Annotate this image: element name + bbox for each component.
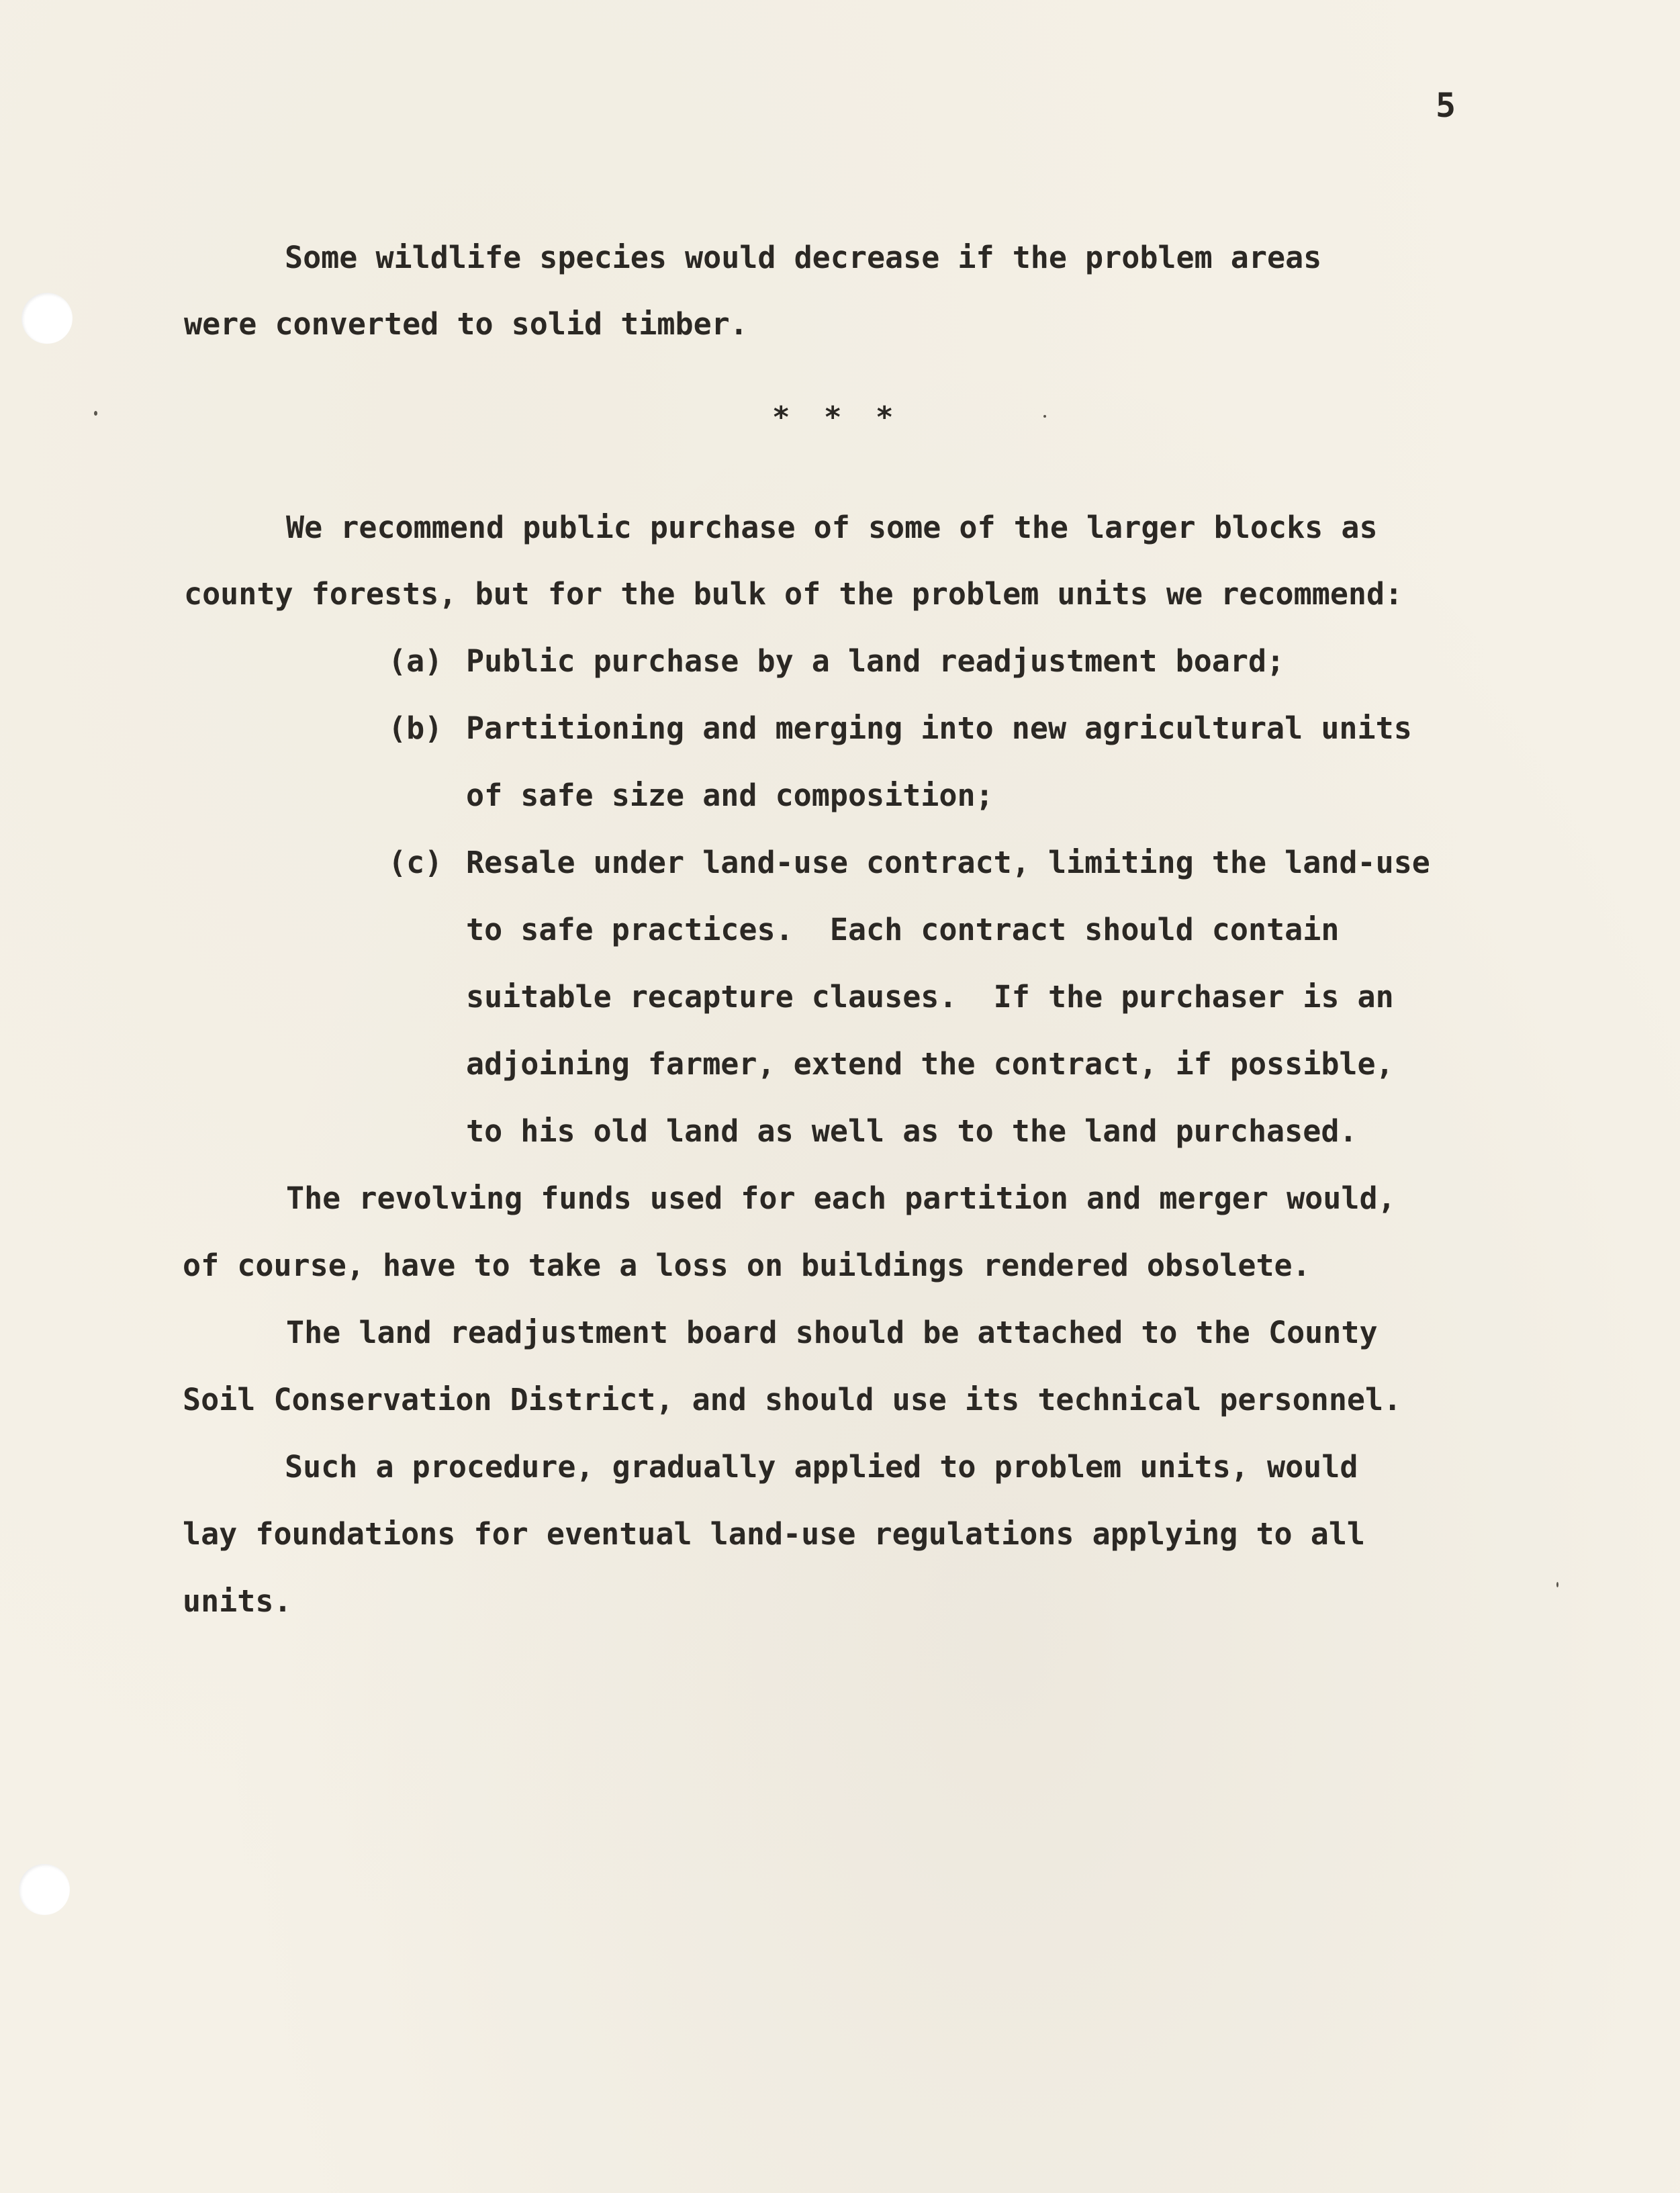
list-item-c-line-3: suitable recapture clauses. If the purchaser is an: [466, 979, 1394, 1015]
paper-speck: [1556, 1582, 1558, 1587]
paragraph-2-line-1: We recommend public purchase of some of the larger blocks as: [286, 510, 1378, 545]
list-item-a-line-1: Public purchase by a land readjustment board;: [466, 643, 1285, 679]
list-item-c-line-4: adjoining farmer, extend the contract, if possible,: [466, 1046, 1394, 1082]
list-marker-b: (b): [388, 710, 443, 746]
paragraph-1-line-1: Some wildlife species would decrease if the problem areas: [285, 240, 1322, 275]
list-item-c-line-2: to safe practices. Each contract should contain: [466, 912, 1340, 947]
list-marker-c: (c): [388, 845, 443, 880]
section-divider: * * *: [772, 400, 902, 434]
paragraph-2-line-2: county forests, but for the bulk of the problem units we recommend:: [184, 576, 1403, 612]
paragraph-4-line-2: Soil Conservation District, and should use its technical personnel.: [183, 1382, 1402, 1417]
list-marker-a: (a): [388, 643, 443, 679]
list-item-c-line-5: to his old land as well as to the land purchased.: [466, 1113, 1358, 1149]
punch-hole-bottom: [19, 1864, 70, 1915]
paragraph-3-line-2: of course, have to take a loss on buildings rendered obsolete.: [183, 1248, 1311, 1283]
list-item-b-line-1: Partitioning and merging into new agricultural units: [466, 710, 1412, 746]
paragraph-4-line-1: The land readjustment board should be attached to the County: [286, 1315, 1378, 1350]
paragraph-5-line-2: lay foundations for eventual land-use regulations applying to all: [183, 1516, 1365, 1552]
list-item-b-line-2: of safe size and composition;: [466, 778, 994, 813]
list-item-c-line-1: Resale under land-use contract, limiting the land-use: [466, 845, 1430, 880]
paragraph-5-line-1: Such a procedure, gradually applied to problem units, would: [285, 1449, 1358, 1485]
paragraph-5-line-3: units.: [183, 1583, 292, 1619]
paper-speck: [94, 411, 97, 416]
paragraph-3-line-1: The revolving funds used for each partition and merger would,: [286, 1180, 1396, 1216]
paragraph-1-line-2: were converted to solid timber.: [184, 306, 748, 342]
punch-hole-top: [21, 293, 73, 344]
paper-speck: [1043, 415, 1046, 418]
page-number: 5: [1436, 86, 1457, 125]
